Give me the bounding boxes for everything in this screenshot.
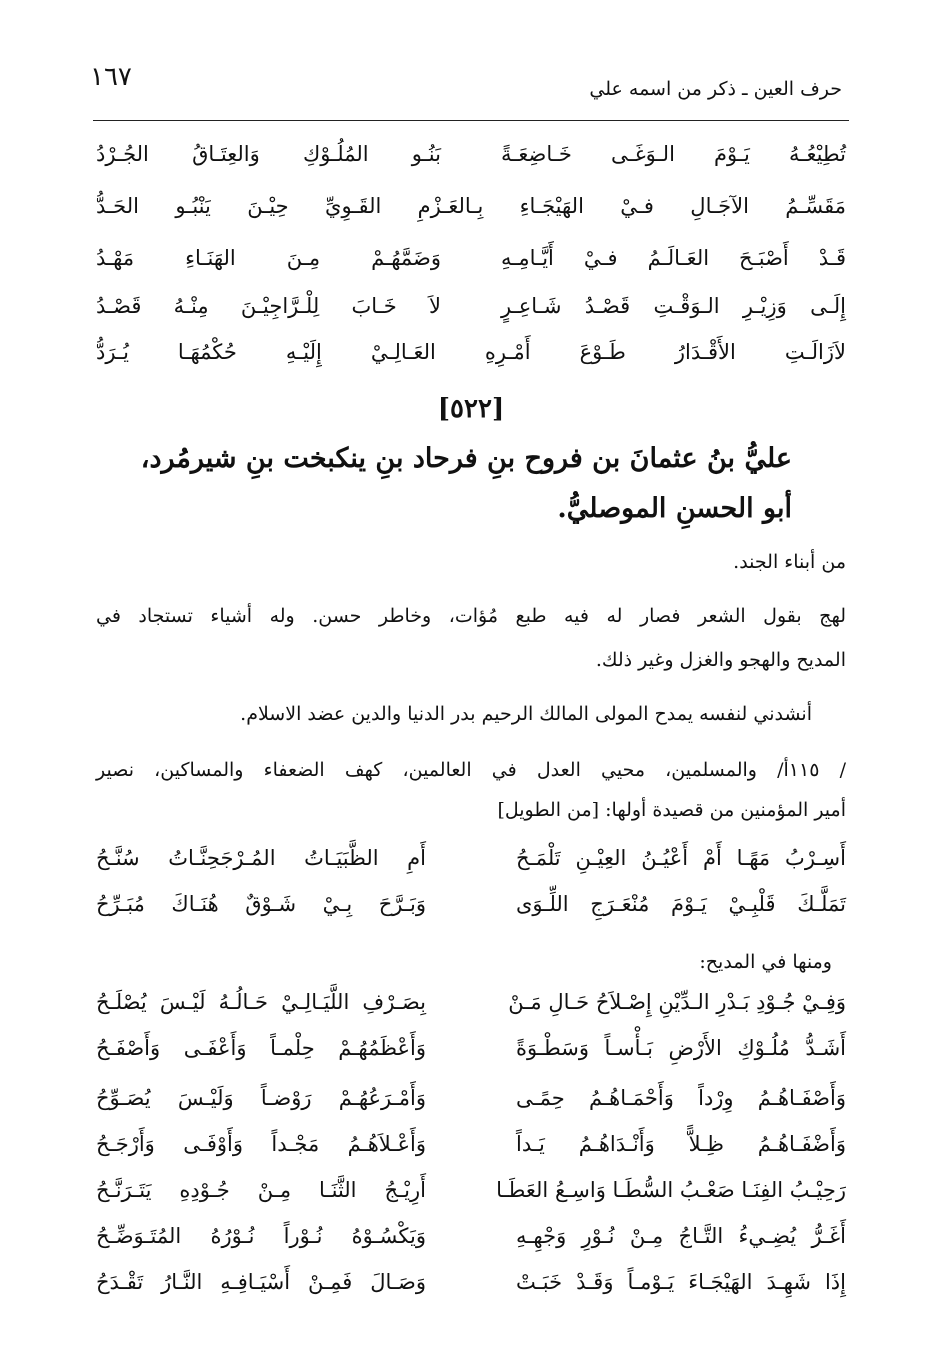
paragraph-line: أنشدني لنفسه يمدح المولى المالك الرحيم بدر الدنيا والدين عضد الاسلام. [240, 703, 812, 725]
verse-first-hemistich: رَحِيْـبُ الفِنَـا صَعْـبُ السُّطَـا وَاسِـعُ العَطَـا [496, 1178, 846, 1202]
paragraph-line: أمير المؤمنين من قصيدة أولها: [من الطويل] [497, 799, 846, 821]
verse-second-hemistich: وَضَمَّهُـمْ مِـنَ الهَنَـاءِ مَهْـدُ [96, 246, 441, 270]
top-poem-verse-4 [96, 286, 846, 326]
verse-first-hemistich: تَمَلَّـكَ قَلْبِـيْ يَـوْمَ مُنْعَـرَجِ اللِّـوَى [516, 892, 846, 916]
verse-second-hemistich: وَأَمْـرَعُهُـمْ رَوْضـاً وَلَيْـسَ يُصَـوِّحُ [96, 1086, 426, 1110]
verse-full-line: مَقَسِّـمُ الآجَـالِ فـيْ الهَيْجَـاءِ بِـالعَـزْمِ القَـوِيِّ حِيْـنَ يَنْبُـو الحَـدُّ [96, 194, 846, 218]
page-number: ١٦٧ [90, 62, 132, 92]
paragraph-description [96, 594, 846, 682]
opening-poem-verse-2 [96, 884, 846, 924]
paragraph-line: من أبناء الجند. [733, 551, 846, 573]
verse-first-hemistich: أَسِـرْبُ مَهًـا أَمْ أَعْيُـنُ العِيْـنِ تَلْمَـحُ [516, 846, 846, 870]
madih-verse-2 [96, 1028, 846, 1068]
madih-intro [96, 940, 832, 984]
verse-first-hemistich: وَأَصْفَـاهُـمُ وِرْداً وَأَحْمَـاهُـمُ حِمًـى [516, 1086, 846, 1110]
entry-number: [٥٢٢] [437, 394, 505, 424]
madih-verse-5 [96, 1170, 846, 1210]
running-head: حرف العين ـ ذكر من اسمه علي [589, 78, 842, 100]
verse-second-hemistich: أَمِ الظَّبَيَـاتُ المُـرْجَحِنَّـاتُ سُنَّـحُ [96, 846, 426, 870]
madih-verse-3 [96, 1078, 846, 1118]
entry-title-line: عليُّ بنُ عثمانَ بن فروح بنِ فرحاد بنِ ينكبخت بنِ شيرمُرد، [140, 443, 792, 474]
verse-full-line: لاَزَالَـتِ الأَقْـدَارُ طَـوْعَ أَمْـرِهِ العَـالِـيْ إِلَيْـهِ حُكْمُهَـا يُـرَدُّ [96, 340, 846, 364]
header-rule [93, 120, 849, 121]
verse-second-hemistich: وَيَكْسُـوْهُ نُـوْراً نُـوْرُهُ المُتَـوَضِّـحُ [96, 1224, 426, 1248]
paragraph-line: المديح والهجو والغزل وغير ذلك. [595, 649, 846, 671]
verse-first-hemistich: أَشَـدُّ مُلُـوْكِ الأَرْضِ بَـأْسـاً وَسَطْـوَةً [516, 1036, 846, 1060]
paragraph-recitation [96, 692, 812, 736]
paragraph-origin [96, 540, 846, 584]
verse-first-hemistich: تُطِيْعُـهُ يَـوْمَ الـوَغَـى خَـاضِعَـةً [501, 142, 846, 166]
madih-verse-1 [96, 982, 846, 1022]
top-poem-verse-3 [96, 238, 846, 278]
top-poem-verse-1 [96, 134, 846, 174]
verse-first-hemistich: أَغَـرُّ يُضِـيءُ التَّـاجُ مِـنْ نُـوْرِ وَجْهِـهِ [516, 1224, 846, 1248]
madih-verse-4 [96, 1124, 846, 1164]
opening-poem-verse-1 [96, 838, 846, 878]
paragraph-line: ومنها في المديح: [699, 951, 832, 973]
verse-second-hemistich: بِصَـرْفِ اللَّيَـالِـيْ حَـالُـهُ لَيْـسَ يُصْلَـحُ [96, 990, 426, 1014]
paragraph-dedication [96, 748, 846, 828]
verse-second-hemistich: وَصَـالَ فَمِـنْ أَسْيَـافِـهِ النَّـارُ تَقْـدَحُ [96, 1270, 426, 1294]
entry-title [96, 434, 792, 534]
top-poem-verse-2 [96, 186, 846, 226]
verse-first-hemistich: إِذَا شَهِـدَ الهَيْجَـاءَ يَـوْمـاً وَقَـدْ خَبَـتْ [516, 1270, 846, 1294]
verse-second-hemistich: وَأَعْظَمُهُـمْ حِلْمـاً وَأَعْفَـى وَأَصْفَـحُ [96, 1036, 426, 1060]
verse-second-hemistich: لاَ خَـابَ لِلْـرَّاجِيْـنَ مِنْـهُ قَصْـدُ [96, 294, 441, 318]
madih-verse-6 [96, 1216, 846, 1256]
verse-first-hemistich: وَفِـيْ جُـوْدِ بَـدْرِ الـدِّيْنِ إِصْـلاَحُ حَـالِ مَـنْ [508, 990, 846, 1014]
verse-first-hemistich: إِلَـى وَزِيْـرِ الـوَقْـتِ قَصْـدُ شَـاعِـرٍ [501, 294, 846, 318]
paragraph-line: / ١١٥أ/ والمسلمين، محيي العدل في العالمين، كهف الضعفاء والمساكين، نصير [96, 759, 846, 781]
verse-second-hemistich: أَرِيْـجُ الثَّنَـا مِـنْ جُـوْدِهِ يَتَـرَنَّـحُ [96, 1178, 426, 1202]
verse-second-hemistich: بَنُـو المُلُـوْكِ وَالعِتَـاقُ الجُـرْدُ [96, 142, 441, 166]
verse-second-hemistich: وَأَعْـلاَهُـمُ مَجْـداً وَأَوْفَـى وَأَرْجَـحُ [96, 1132, 426, 1156]
top-poem-verse-5 [96, 332, 846, 372]
madih-verse-7 [96, 1262, 846, 1302]
verse-second-hemistich: وَبَـرَّحَ بِـيْ شَـوْقٌ هُنَـاكَ مُبَـرِّحُ [96, 892, 426, 916]
verse-first-hemistich: قَـدْ أَصْبَـحَ العَـالَـمُ فـيْ أَيَّـامِـهِ [501, 246, 846, 270]
verse-first-hemistich: وَأَضْفَـاهُـمُ ظِـلاًّ وَأَنْـدَاهُـمُ يَـداً [516, 1132, 846, 1156]
paragraph-line: لهج بقول الشعر فصار له فيه طبع مُؤات، وخاطر حسن. وله أشياء تستجاد في [96, 605, 846, 627]
entry-title-line: أبو الحسنِ الموصليُّ. [557, 493, 792, 524]
